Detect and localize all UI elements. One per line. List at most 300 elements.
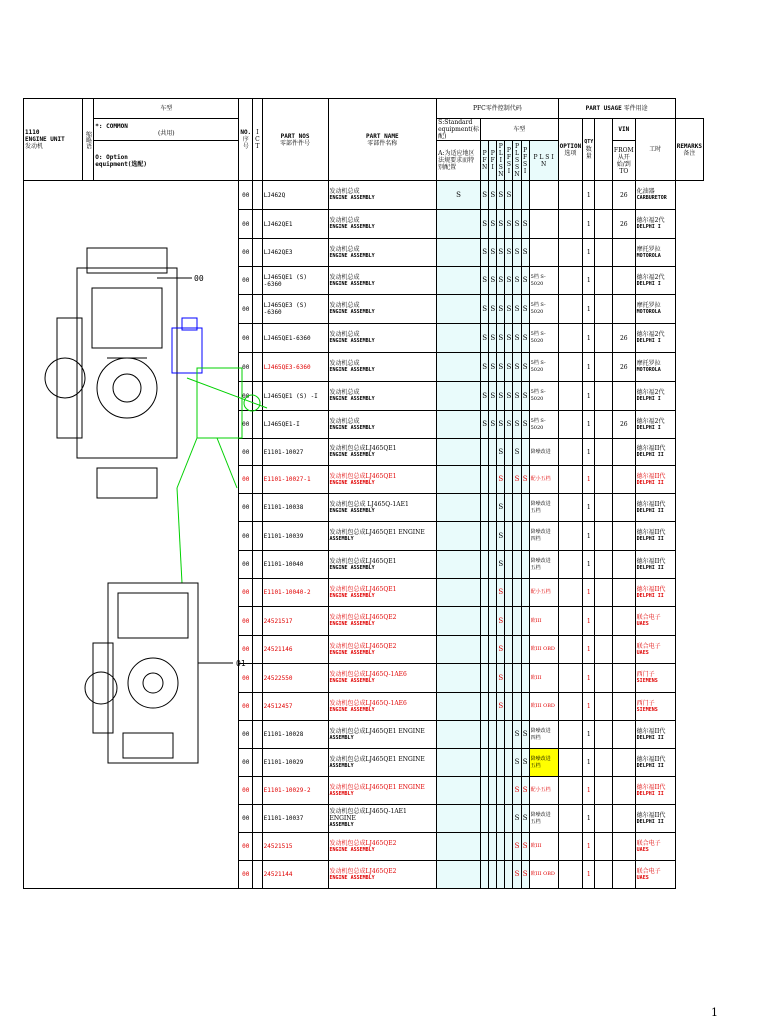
- model-flag: S: [489, 382, 497, 411]
- row-labor: [612, 267, 635, 295]
- row-qty-blank: [558, 411, 583, 439]
- remarks-en: DELPHI II: [636, 564, 664, 571]
- row-part-name: [328, 861, 437, 889]
- row-part-no: E1101-10040: [262, 551, 328, 579]
- row-part-no: E1101-10029: [262, 749, 328, 777]
- remarks-en: DELPHI II: [636, 536, 664, 542]
- row-no: 00: [239, 636, 253, 664]
- row-part-name: [328, 353, 437, 382]
- model-flag: [480, 466, 488, 494]
- part-name-cn: 发动机包总成LJ465QE1: [329, 445, 397, 452]
- remarks-en: UAES: [636, 846, 649, 853]
- row-no: 00: [239, 210, 253, 239]
- row-part-no: 24512457: [262, 693, 328, 721]
- model-flag: [505, 551, 513, 579]
- row-part-no: LJ465QE1-6360: [262, 324, 328, 353]
- row-qty-blank: [558, 693, 583, 721]
- model-flag: S: [505, 411, 513, 439]
- model-flag: S: [497, 664, 505, 693]
- remarks-cn: 德尔福2代: [636, 417, 665, 425]
- model-flag: [480, 777, 488, 805]
- row-qty-blank: [558, 494, 583, 522]
- part-name-en: ENGINE ASSEMBLY: [329, 338, 375, 344]
- model-flag: S: [489, 181, 497, 210]
- row-part-name: [328, 551, 437, 579]
- model-flag: [521, 551, 529, 579]
- row-vin: [595, 693, 613, 721]
- row-qty-blank: [558, 210, 583, 239]
- model-flag: [489, 551, 497, 579]
- remarks-cn: 西门子: [636, 671, 655, 678]
- remarks-cn: 德尔福II代: [636, 472, 666, 480]
- model-flag: [437, 267, 481, 295]
- row-no: 00: [239, 411, 253, 439]
- remarks-cn: 联合电子: [636, 839, 661, 847]
- model-flag: [505, 439, 513, 466]
- model-flag: S: [497, 210, 505, 239]
- row-vin: [595, 466, 613, 494]
- remarks-en: MOTOROLA: [636, 252, 661, 259]
- row-qty-blank: [558, 295, 583, 324]
- row-part-name: [328, 664, 437, 693]
- row-no: 00: [239, 833, 253, 861]
- model-flag: [505, 861, 513, 889]
- row-remarks: [635, 579, 675, 607]
- remarks-en: DELPHI II: [636, 790, 664, 797]
- row-vin: [595, 210, 613, 239]
- model-flag: S: [480, 181, 488, 210]
- remarks-cn: 联合电子: [636, 642, 661, 650]
- row-part-name: [328, 749, 437, 777]
- model-flag: [505, 636, 513, 664]
- row-remarks: [635, 607, 675, 636]
- abbr-header: 缩略语: [82, 99, 94, 181]
- row-part-name: [328, 607, 437, 636]
- model-flag: S: [521, 353, 529, 382]
- model-flag: [437, 466, 481, 494]
- row-part-no: LJ465QE3 (S) -6360: [262, 295, 328, 324]
- model-flag: [437, 494, 481, 522]
- row-remarks: [635, 494, 675, 522]
- row-labor: [612, 494, 635, 522]
- row-part-name: [328, 411, 437, 439]
- qty-header: QTY 数量: [583, 119, 595, 181]
- part-name-en: ENGINE ASSEMBLY: [329, 252, 375, 259]
- model-flag: [513, 693, 521, 721]
- row-part-no: LJ465QE3-6360: [262, 353, 328, 382]
- model-flag: [497, 861, 505, 889]
- from-to-header: FROM 从开始/到TO: [612, 141, 635, 181]
- row-qty-blank: [558, 267, 583, 295]
- model-flag: [489, 693, 497, 721]
- row-part-no: LJ462QE3: [262, 239, 328, 267]
- remarks-en: UAES: [636, 874, 649, 881]
- model-flag: S: [513, 466, 521, 494]
- row-part-no: E1101-10037: [262, 805, 328, 833]
- remarks-en: DELPHI II: [636, 452, 664, 458]
- remarks-en: DELPHI I: [636, 280, 661, 287]
- model-col-4: P F S I: [505, 141, 513, 181]
- model-flag: S: [505, 210, 513, 239]
- model-flag: [521, 693, 529, 721]
- model-flag: S: [513, 721, 521, 749]
- row-qty-blank: [558, 805, 583, 833]
- model-flag: S: [513, 239, 521, 267]
- model-flag: S: [497, 693, 505, 721]
- engine-illustration-top: [37, 228, 282, 588]
- row-labor: [612, 239, 635, 267]
- model-flag: [513, 181, 521, 210]
- row-part-name: [328, 522, 437, 551]
- row-qty-blank: [558, 833, 583, 861]
- model-flag: [513, 607, 521, 636]
- model-flag: S: [497, 181, 505, 210]
- group-cn: 发动机: [25, 143, 44, 150]
- part-name-cn: 发动机总成: [329, 217, 360, 224]
- row-remarks: [635, 749, 675, 777]
- model-flag: [480, 551, 488, 579]
- model-flag: S: [480, 411, 488, 439]
- part-name-en: ENGINE ASSEMBLY: [329, 280, 375, 287]
- row-part-name: [328, 721, 437, 749]
- row-remarks: [635, 411, 675, 439]
- row-remarks: [635, 551, 675, 579]
- row-option: [529, 210, 558, 239]
- row-option: [529, 239, 558, 267]
- part-name-en: ENGINE ASSEMBLY: [329, 424, 375, 431]
- row-labor: [612, 833, 635, 861]
- row-option: 配小五档: [529, 777, 558, 805]
- model-flag: [437, 693, 481, 721]
- row-part-name: [328, 439, 437, 466]
- model-flag: [505, 494, 513, 522]
- model-flag: [480, 607, 488, 636]
- model-flag: S: [513, 324, 521, 353]
- model-flag: S: [497, 522, 505, 551]
- row-ict: [253, 833, 262, 861]
- model-flag: [489, 721, 497, 749]
- part-name-cn: 发动机包总成LJ465Q-1AE1 ENGINE: [329, 808, 407, 822]
- model-flag: [437, 295, 481, 324]
- model-flag: [513, 494, 521, 522]
- model-flag: [521, 522, 529, 551]
- part-name-en: ENGINE ASSEMBLY: [329, 396, 375, 402]
- row-labor: 26: [612, 324, 635, 353]
- model-flag: S: [497, 494, 505, 522]
- row-qty-blank: [558, 239, 583, 267]
- row-qty-blank: [558, 551, 583, 579]
- model-flag: S: [521, 295, 529, 324]
- part-name-cn: 发动机包总成LJ465QE2: [329, 867, 397, 875]
- part-name-en: ENGINE ASSEMBLY: [329, 479, 375, 486]
- model-flag: S: [513, 833, 521, 861]
- row-part-no: 24521515: [262, 833, 328, 861]
- remarks-cn: 德尔福II代: [636, 585, 666, 593]
- model-flag: S: [505, 353, 513, 382]
- model-flag: [480, 861, 488, 889]
- model-flag: S: [521, 210, 529, 239]
- row-vin: [595, 664, 613, 693]
- row-option: 降噪改进 五档: [529, 494, 558, 522]
- row-labor: [612, 721, 635, 749]
- row-ict: [253, 805, 262, 833]
- model-flag: S: [521, 267, 529, 295]
- row-labor: [612, 551, 635, 579]
- remarks-en: DELPHI I: [636, 396, 661, 402]
- model-flag: [489, 833, 497, 861]
- model-flag: [437, 777, 481, 805]
- row-qty-blank: [558, 749, 583, 777]
- model-flag: S: [497, 382, 505, 411]
- part-name-en: ENGINE ASSEMBLY: [329, 846, 375, 853]
- model-flag: [489, 805, 497, 833]
- remarks-en: UAES: [636, 621, 649, 627]
- row-part-name: [328, 295, 437, 324]
- model-flag: S: [497, 636, 505, 664]
- row-remarks: [635, 805, 675, 833]
- model-flag: S: [497, 267, 505, 295]
- model-flag: S: [513, 210, 521, 239]
- model-col-5: P L S S N: [513, 141, 521, 181]
- row-vin: [595, 494, 613, 522]
- row-vin: [595, 295, 613, 324]
- row-part-name: [328, 833, 437, 861]
- model-flag: [521, 607, 529, 636]
- row-remarks: [635, 295, 675, 324]
- row-qty-blank: [558, 353, 583, 382]
- model-flag: [505, 721, 513, 749]
- row-no: 00: [239, 466, 253, 494]
- area-note: A:为适应地区法规要求而特别配置: [437, 141, 481, 181]
- model-flag: S: [521, 466, 529, 494]
- model-flag: [521, 664, 529, 693]
- part-name-en: ENGINE ASSEMBLY: [329, 309, 375, 315]
- model-flag: S: [505, 324, 513, 353]
- model-flag: S: [513, 439, 521, 466]
- row-qty: 1: [583, 833, 595, 861]
- model-flag: [437, 607, 481, 636]
- row-remarks: [635, 239, 675, 267]
- row-qty: 1: [583, 777, 595, 805]
- row-qty: 1: [583, 551, 595, 579]
- row-labor: [612, 805, 635, 833]
- row-remarks: [635, 382, 675, 411]
- group-cell: [24, 99, 83, 181]
- model-flag: S: [497, 295, 505, 324]
- model-flag: [437, 551, 481, 579]
- row-vin: [595, 636, 613, 664]
- part-name-cn: 发动机总成: [329, 360, 360, 367]
- row-remarks: [635, 181, 675, 210]
- row-vin: [595, 439, 613, 466]
- row-part-name: [328, 239, 437, 267]
- row-labor: 26: [612, 181, 635, 210]
- row-remarks: [635, 777, 675, 805]
- row-ict: [253, 861, 262, 889]
- row-option: 欧III OBD: [529, 861, 558, 889]
- row-part-name: [328, 382, 437, 411]
- row-option: 5档 S-5020: [529, 324, 558, 353]
- row-part-no: E1101-10027: [262, 439, 328, 466]
- row-qty: 1: [583, 210, 595, 239]
- model-flag: [480, 693, 488, 721]
- model-flag: [497, 749, 505, 777]
- row-option: 降噪改进 四档: [529, 522, 558, 551]
- part-name-cn: 发动机包总成LJ465Q-1AE6: [329, 671, 407, 678]
- row-vin: [595, 181, 613, 210]
- remarks-en: SIEMENS: [636, 706, 658, 713]
- model-flag: [497, 721, 505, 749]
- model-flag: [489, 861, 497, 889]
- model-flag: [480, 494, 488, 522]
- model-flag: [437, 636, 481, 664]
- model-flag: S: [489, 295, 497, 324]
- model-flag: [513, 664, 521, 693]
- remarks-en: DELPHI I: [636, 338, 661, 344]
- row-part-no: E1101-10038: [262, 494, 328, 522]
- row-qty: 1: [583, 295, 595, 324]
- row-labor: [612, 861, 635, 889]
- model-col-6: P F S I: [521, 141, 529, 181]
- part-name-en: ENGINE ASSEMBLY: [329, 621, 375, 627]
- model-flag: S: [497, 239, 505, 267]
- remarks-cn: 德尔福2代: [636, 331, 665, 338]
- row-part-name: [328, 693, 437, 721]
- row-qty: 1: [583, 324, 595, 353]
- remarks-en: DELPHI II: [636, 762, 664, 769]
- part-name-cn: 发动机包总成LJ465Q-1AE6: [329, 699, 407, 707]
- row-no: 00: [239, 439, 253, 466]
- row-remarks: [635, 861, 675, 889]
- row-part-no: E1101-10027-1: [262, 466, 328, 494]
- row-part-no: E1101-10029-2: [262, 777, 328, 805]
- row-remarks: [635, 439, 675, 466]
- row-part-no: 24521517: [262, 607, 328, 636]
- model-flag: S: [489, 324, 497, 353]
- row-part-no: LJ465QE1 (S) -6360: [262, 267, 328, 295]
- part-name-cn: 发动机总成: [329, 302, 360, 309]
- model-flag: [505, 693, 513, 721]
- remarks-cn: 摩托罗拉: [636, 302, 661, 309]
- row-no: 00: [239, 721, 253, 749]
- row-vin: [595, 267, 613, 295]
- part-name-cn: 发动机包总成LJ465QE2: [329, 642, 397, 650]
- remarks-cn: 联合电子: [636, 614, 661, 621]
- row-qty: 1: [583, 382, 595, 411]
- row-labor: [612, 579, 635, 607]
- part-name-cn: 发动机包总成LJ465QE1: [329, 585, 397, 593]
- model-flag: S: [521, 833, 529, 861]
- remarks-cn: 德尔福II代: [636, 783, 666, 791]
- model-flag: S: [521, 411, 529, 439]
- row-labor: [612, 664, 635, 693]
- model-flag: S: [521, 749, 529, 777]
- model-flag: S: [489, 411, 497, 439]
- model-flag: [521, 579, 529, 607]
- row-vin: [595, 833, 613, 861]
- model-flag: S: [480, 382, 488, 411]
- model-flag: [437, 805, 481, 833]
- model-flag: S: [480, 324, 488, 353]
- row-qty: 1: [583, 749, 595, 777]
- row-vin: [595, 522, 613, 551]
- model-flag: [521, 439, 529, 466]
- model-flag: S: [497, 551, 505, 579]
- row-option: 5档 S-5020: [529, 267, 558, 295]
- model-flag: [497, 805, 505, 833]
- row-vin: [595, 551, 613, 579]
- remarks-cn: 德尔福2代: [636, 389, 665, 396]
- model-flag: S: [521, 324, 529, 353]
- model-flag: S: [521, 239, 529, 267]
- part-name-en: ENGINE ASSEMBLY: [329, 592, 375, 599]
- parts-catalog-sheet: [23, 98, 704, 906]
- model-flag: [480, 833, 488, 861]
- part-name-en: ENGINE ASSEMBLY: [329, 224, 375, 230]
- row-no: 00: [239, 382, 253, 411]
- row-option: 5档 S-5020: [529, 382, 558, 411]
- row-vin: [595, 777, 613, 805]
- remarks-cn: 德尔福II代: [636, 727, 666, 735]
- model-flag: S: [489, 239, 497, 267]
- part-name-cn: 发动机包总成LJ465QE1 ENGINE: [329, 727, 425, 735]
- part-name-en: ENGINE ASSEMBLY: [329, 706, 375, 713]
- option-cell: O: Option equipment(选配): [94, 141, 239, 181]
- row-part-name: [328, 636, 437, 664]
- remarks-cn: 德尔福II代: [636, 445, 666, 452]
- row-qty-blank: [558, 636, 583, 664]
- model-flag: [437, 439, 481, 466]
- row-part-name: [328, 494, 437, 522]
- row-remarks: [635, 693, 675, 721]
- model-flag: [480, 636, 488, 664]
- part-nos-header: PART NOS 零部件件号: [262, 99, 328, 181]
- row-option: 降噪改进 五档: [529, 551, 558, 579]
- model-flag: [489, 466, 497, 494]
- part-name-en: ENGINE ASSEMBLY: [329, 564, 375, 571]
- model-flag: S: [489, 353, 497, 382]
- row-part-no: E1101-10039: [262, 522, 328, 551]
- model-flag: [489, 777, 497, 805]
- row-option: 降噪改进 五档: [529, 749, 558, 777]
- page-number: 1: [711, 1006, 718, 1019]
- row-part-name: [328, 324, 437, 353]
- row-no: 00: [239, 664, 253, 693]
- model-flag: S: [497, 607, 505, 636]
- model-flag: S: [497, 324, 505, 353]
- row-qty-blank: [558, 382, 583, 411]
- model-flag: S: [521, 721, 529, 749]
- model-col-1: P F N: [480, 141, 488, 181]
- model-flag: [489, 494, 497, 522]
- part-name-cn: 发动机包总成LJ465QE2: [329, 839, 397, 847]
- row-no: 00: [239, 324, 253, 353]
- remarks-en: UAES: [636, 649, 649, 656]
- model-flag: S: [480, 210, 488, 239]
- row-no: 00: [239, 861, 253, 889]
- callout-01: 01: [236, 659, 246, 668]
- model-flag: S: [480, 239, 488, 267]
- row-vin: [595, 353, 613, 382]
- model-flag: [437, 522, 481, 551]
- model-flag: [489, 579, 497, 607]
- model-flag: [489, 607, 497, 636]
- row-part-no: E1101-10040-2: [262, 579, 328, 607]
- qty-header-2: [595, 119, 613, 181]
- vehicle-type-header: 车型: [94, 99, 239, 119]
- part-name-en: ASSEMBLY: [329, 822, 354, 828]
- row-part-name: [328, 466, 437, 494]
